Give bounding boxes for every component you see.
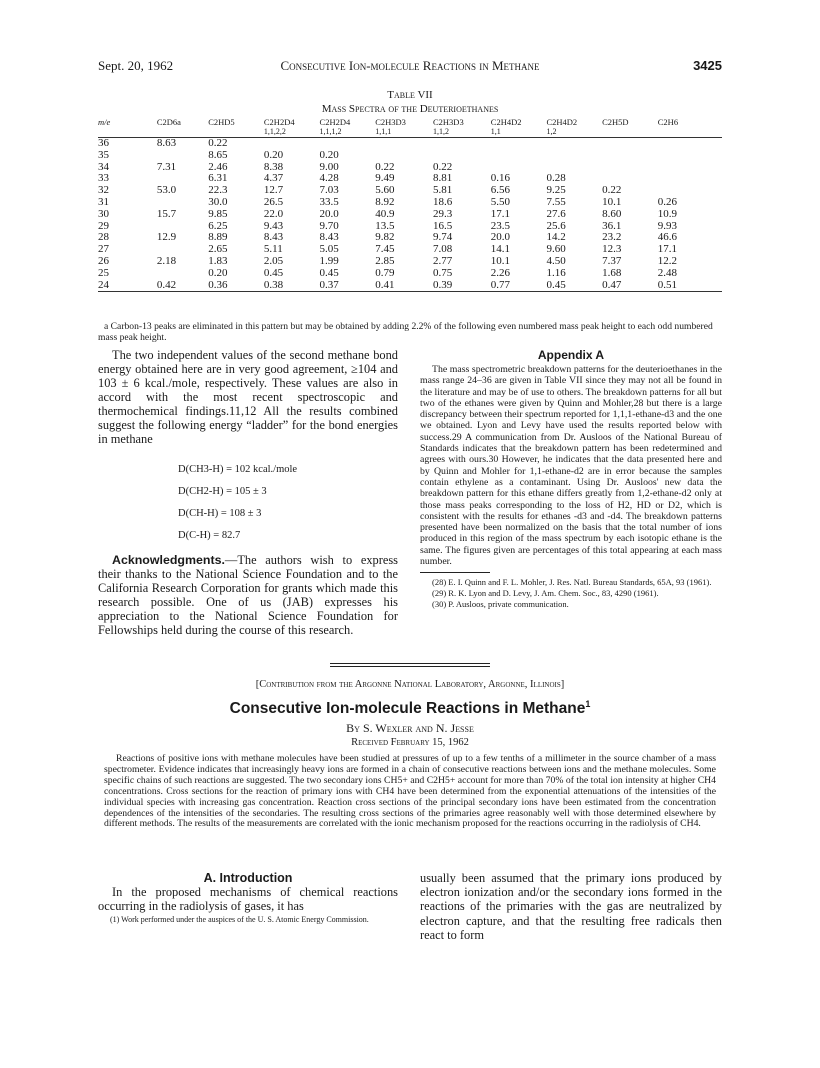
table-cell	[658, 138, 722, 150]
col-header: C2H6	[657, 117, 679, 127]
table-cell: 10.9	[657, 207, 678, 220]
table-cell: 10.1	[602, 195, 622, 208]
table-cell: 4.37	[263, 172, 284, 185]
table-cell: 17.1	[490, 207, 511, 220]
table-cell: 0.79	[375, 266, 395, 279]
page-number: 3425	[693, 58, 722, 73]
col-header: C2H2D4	[319, 117, 351, 127]
col-header: C2H4D2	[546, 117, 578, 127]
table-cell: 25	[98, 266, 109, 279]
table-cell: 0.51	[657, 278, 678, 291]
table-caption	[98, 88, 722, 116]
table-cell	[602, 162, 658, 174]
table-cell: 9.00	[319, 160, 339, 173]
col-subheader: 1,1,1,2	[319, 127, 342, 136]
table-label: Table VII	[387, 89, 433, 101]
table-cell: 5.50	[490, 195, 511, 208]
table-cell: 9.25	[546, 184, 566, 197]
col-subheader	[658, 127, 722, 138]
table-cell: 8.38	[263, 160, 284, 173]
col-header: C2H5D	[602, 117, 629, 127]
col-subheader: 1,1,2,2	[263, 127, 286, 136]
table-cell: 20.0	[490, 231, 511, 244]
table-cell: 1.68	[602, 266, 622, 279]
table-cell: 8.43	[319, 231, 339, 244]
ack-heading: Acknowledgments.	[112, 553, 225, 567]
table-row	[98, 256, 722, 268]
table-cell: 14.2	[546, 231, 566, 244]
table-cell: 8.60	[602, 207, 622, 220]
table-cell: 0.47	[602, 278, 622, 291]
table-cell: 7.03	[319, 184, 339, 197]
intro-heading: A. Introduction	[203, 871, 293, 885]
table-row	[98, 138, 722, 150]
table-cell: 2.48	[657, 266, 678, 279]
table-cell: 0.45	[546, 278, 566, 291]
col-subheader	[602, 127, 658, 138]
table-cell: 13.5	[375, 219, 395, 232]
table-cell: 9.70	[319, 219, 339, 232]
col-header: m/e	[98, 117, 111, 127]
table-cell: 2.77	[433, 254, 453, 267]
header-date: Sept. 20, 1962	[98, 58, 174, 73]
introduction-right: usually been assumed that the primary ions produced by electron ionization and/or the secondary ions formed in the reactions of the primaries with the gas are neutralized by electron capture, and that the resulting free radicals then react to form	[420, 871, 722, 942]
article-authors: By S. Wexler and N. Jesse	[346, 721, 474, 735]
col-header: C2H3D3	[433, 117, 464, 127]
table-subheader-row	[98, 127, 722, 138]
col-header: C2H3D3	[375, 117, 406, 127]
table-cell: 9.43	[263, 219, 284, 232]
table-cell: 12.3	[602, 243, 622, 256]
table-cell: 0.20	[319, 148, 339, 161]
table-cell	[157, 268, 208, 280]
table-cell: 29	[98, 219, 109, 232]
table-cell	[375, 150, 433, 162]
table-cell: 2.85	[375, 254, 395, 267]
reference-30: (30) P. Ausloos, private communication.	[432, 599, 569, 610]
table-cell: 33	[98, 172, 109, 185]
col-subheader	[98, 127, 157, 138]
footnote-1: (1) Work performed under the auspices of the U. S. Atomic Energy Commission.	[110, 915, 369, 924]
table-cell: 33.5	[319, 195, 339, 208]
table-cell: 30.0	[208, 195, 228, 208]
table-cell: 9.49	[375, 172, 395, 185]
table-row	[98, 173, 722, 185]
col-header: C2HD5	[208, 117, 235, 127]
table-cell: 0.75	[433, 266, 453, 279]
table-cell: 0.20	[208, 266, 228, 279]
table-cell: 0.45	[263, 266, 284, 279]
table-cell: 9.82	[375, 231, 395, 244]
table-cell: 53.0	[156, 184, 177, 197]
table-row	[98, 221, 722, 233]
table-cell: 5.05	[319, 243, 339, 256]
table-cell: 2.05	[263, 254, 284, 267]
table-row	[98, 150, 722, 162]
acknowledgments	[98, 553, 398, 637]
table-row	[98, 232, 722, 244]
table-cell: 5.81	[433, 184, 453, 197]
table-cell: 36	[98, 137, 109, 149]
table-cell: 8.63	[156, 137, 177, 149]
table-cell: 8.81	[433, 172, 453, 185]
table-cell: 17.1	[657, 243, 678, 256]
mass-spectra-table	[98, 117, 722, 292]
table-cell: 16.5	[433, 219, 453, 232]
table-cell: 7.31	[156, 160, 177, 173]
table-cell: 6.25	[208, 219, 228, 232]
table-cell: 31	[98, 195, 109, 208]
running-title: Consecutive Ion-molecule Reactions in Methane	[280, 58, 540, 73]
table-cell	[157, 150, 208, 162]
table-cell: 35	[98, 148, 109, 161]
table-cell: 4.28	[319, 172, 339, 185]
table-cell	[433, 150, 491, 162]
table-cell: 9.74	[433, 231, 453, 244]
table-cell: 7.37	[602, 254, 622, 267]
table-row	[98, 268, 722, 280]
table-cell: 0.20	[263, 148, 284, 161]
col-header: C2D6a	[156, 117, 181, 127]
table-cell: 9.85	[208, 207, 228, 220]
table-cell	[546, 138, 602, 150]
table-cell: 5.60	[375, 184, 395, 197]
table-cell: 0.37	[319, 278, 339, 291]
table-cell	[375, 138, 433, 150]
table-cell: 9.93	[657, 219, 678, 232]
table-cell	[602, 150, 658, 162]
table-cell	[658, 173, 722, 185]
col-subheader: 1,2	[546, 127, 557, 136]
table-cell: 0.22	[433, 160, 453, 173]
table-cell: 1.16	[546, 266, 566, 279]
received-date: Received February 15, 1962	[351, 737, 469, 748]
table-cell: 1.99	[319, 254, 339, 267]
table-cell: 12.2	[657, 254, 678, 267]
col-subheader: 1,1	[490, 127, 501, 136]
table-cell: 46.6	[657, 231, 678, 244]
table-title: Mass Spectra of the Deuterioethanes	[321, 103, 499, 115]
table-cell: 34	[98, 160, 109, 173]
table-cell: 29.3	[433, 207, 453, 220]
table-cell: 15.7	[156, 207, 177, 220]
table-cell: 8.89	[208, 231, 228, 244]
table-cell	[433, 138, 491, 150]
table-cell: 32	[98, 184, 109, 197]
equation-3: D(CH-H) = 108 ± 3	[178, 508, 262, 519]
table-footnote: a Carbon-13 peaks are eliminated in this pattern but may be obtained by adding 2.2% of the following even numbered mass peak height to each odd numbered mass peak height.	[98, 321, 713, 343]
col-subheader	[208, 127, 264, 138]
article-title: Consecutive Ion-molecule Reactions in Methane$^1$	[229, 699, 591, 718]
intro-text-left: In the proposed mechanisms of chemical reactions occurring in the radiolysis of gases, it has	[98, 885, 398, 913]
table-cell	[546, 150, 602, 162]
col-subheader: 1,1,2	[433, 127, 449, 136]
contribution-line: [Contribution from the Argonne National Laboratory, Argonne, Illinois]	[255, 679, 565, 690]
table-row	[98, 244, 722, 256]
table-cell: 36.1	[602, 219, 622, 232]
table-cell: 0.36	[208, 278, 228, 291]
table-cell: 0.22	[602, 184, 622, 197]
table-cell: 8.43	[263, 231, 284, 244]
reference-28: (28) E. I. Quinn and F. L. Mohler, J. Res. Natl. Bureau Standards, 65A, 93 (1961).	[432, 577, 712, 588]
table-cell: 2.65	[208, 243, 228, 256]
table-cell: 22.3	[208, 184, 228, 197]
table-cell: 0.41	[375, 278, 395, 291]
table-cell: 20.0	[319, 207, 339, 220]
table-cell: 23.2	[602, 231, 622, 244]
table-cell: 26	[98, 254, 109, 267]
table-row	[98, 162, 722, 174]
table-body	[98, 138, 722, 292]
abstract: Reactions of positive ions with methane molecules have been studied at pressures of up to a few tenths of a millimeter in the source chamber of a mass spectrometer. Evidence indicates that increasingly heavy ions are formed in a chain of consecutive reactions between ions and the methane molecules. Some specific chains of such reactions are suggested. The two secondary ions CH5+ and C2H5+ account for more than 70% of the total ion intensity at higher CH4 concentrations. Cross sections for the reaction of primary ions with CH4 have been determined from the exponential attenuations of the intensities of the individual species with increasing gas concentration. Reaction cross sections of the principal secondary ions have been estimated from the concentration dependences of the intensities of the secondaries. The resulting cross sections of the primaries agree reasonably well with those determined elsewhere by different methods. The results of the measurements are correlated with the ionic mechanism proposed for the reactions occurring in the radiolysis of CH4.	[104, 753, 716, 830]
bond-energy-ladder	[178, 463, 378, 551]
table-cell	[157, 197, 208, 209]
table-cell: 12.9	[156, 231, 177, 244]
table-cell: 24	[98, 278, 109, 291]
table-cell: 22.0	[263, 207, 284, 220]
table-cell	[264, 138, 320, 150]
table-cell: 7.08	[433, 243, 453, 256]
table-cell: 7.55	[546, 195, 566, 208]
table-cell: 6.31	[208, 172, 228, 185]
appendix-a	[420, 348, 722, 610]
table-cell: 2.46	[208, 160, 228, 173]
table-cell: 27	[98, 243, 109, 256]
table-cell: 1.83	[208, 254, 228, 267]
table-cell: 0.77	[490, 278, 511, 291]
table-cell: 8.65	[208, 148, 228, 161]
col-header: C2H4D2	[490, 117, 522, 127]
table-row	[98, 209, 722, 221]
table-cell: 0.16	[490, 172, 511, 185]
table-cell: 2.26	[490, 266, 511, 279]
table-cell: 12.7	[263, 184, 284, 197]
reference-29: (29) R. K. Lyon and D. Levy, J. Am. Chem. Soc., 83, 4290 (1961).	[432, 588, 659, 599]
table-cell: 23.5	[490, 219, 511, 232]
table-cell: 7.45	[375, 243, 395, 256]
table-cell: 4.50	[546, 254, 566, 267]
article-divider	[330, 663, 490, 664]
table-cell	[491, 150, 547, 162]
table-cell: 28	[98, 231, 109, 244]
col-subheader: 1,1,1	[375, 127, 392, 136]
table-cell	[602, 138, 658, 150]
bond-energy-paragraph: The two independent values of the second methane bond energy obtained here are in very good agreement, ≥104 and 103 ± 6 kcal./mole, respectively. These values are also in accord with the most recent spectroscopic and thermochemical findings.11,12 All the results combined suggest the following energy “ladder” for the bond energies in methane	[98, 348, 398, 446]
col-header: C2H2D4	[263, 117, 295, 127]
table-cell: 25.6	[546, 219, 566, 232]
table-cell: 0.39	[433, 278, 453, 291]
table-cell	[320, 138, 376, 150]
article-divider-2	[330, 666, 490, 667]
table-cell	[658, 150, 722, 162]
table-cell: 18.6	[433, 195, 453, 208]
table-cell	[491, 138, 547, 150]
table-cell: 0.38	[263, 278, 284, 291]
table-header-row	[98, 117, 722, 127]
ack-text: —The authors wish to express their thanks to the National Science Foundation and to the California Research Corporation for grants which made this research possible. One of us (JAB) expresses his appreciation to the National Science Foundation for Fellowships held during the course of this research.	[98, 553, 398, 637]
ref-divider	[420, 572, 490, 573]
left-column	[98, 348, 398, 446]
table-cell: 9.60	[546, 243, 566, 256]
table-cell: 40.9	[375, 207, 395, 220]
equation-1: D(CH3-H) = 102 kcal./mole	[178, 464, 298, 475]
equation-4: D(C-H) = 82.7	[178, 530, 241, 541]
table-cell: 10.1	[490, 254, 511, 267]
table-cell: 14.1	[490, 243, 511, 256]
appendix-text: The mass spectrometric breakdown patterns for the deuterioethanes in the mass range 24–36 are given in Table VII since they may not all be found in the literature and may be of use to others. The breakdown patterns for all but two of the ethanes were given by Quinn and Mohler,28 but there is a large discrepancy between their spectrum reported for 1,1,1-ethane-d3 and the one we obtained. Lyon and Levy have used the results reported below with success.29 A communication from Dr. Ausloos of the National Bureau of Standards indicates that the breakdown pattern has been redetermined and agrees with ours.30 However, he indicates that the data presented here and by Quinn and Mohler for 1,1-ethane-d2 are in error because the samples contain ethylene as a contaminant. Using Dr. Ausloos' new data the breakdown pattern for this ethane differs greatly from 1,2-ethane-d2 only at those mass peaks corresponding to the loss of H2, HD or D2, which is consistent with the results for ethanes -d3 and -d4. The breakdown patterns presented have been normalized on the basis that the total number of ions produced in this region of the mass spectrum by each isotopic ethane is the same. The figures given are percentages of this total appearing at each mass number.	[420, 364, 722, 568]
table-cell: 8.92	[375, 195, 395, 208]
table-cell: 0.22	[208, 137, 228, 149]
introduction-left	[98, 871, 398, 925]
table-row	[98, 185, 722, 197]
table-cell: 2.18	[156, 254, 177, 267]
table-cell: 0.42	[156, 278, 177, 291]
table-cell: 0.45	[319, 266, 339, 279]
appendix-heading: Appendix A	[537, 348, 605, 362]
table-cell: 0.28	[546, 172, 566, 185]
equation-2: D(CH2-H) = 105 ± 3	[178, 486, 267, 497]
table-cell: 27.6	[546, 207, 566, 220]
table-cell: 0.26	[657, 195, 678, 208]
table-cell: 5.11	[263, 243, 283, 256]
table-cell: 6.56	[490, 184, 511, 197]
table-row	[98, 197, 722, 209]
table-cell: 26.5	[263, 195, 284, 208]
table-cell	[658, 162, 722, 174]
table-row	[98, 280, 722, 292]
col-subheader	[157, 127, 208, 138]
table-cell: 0.22	[375, 160, 395, 173]
table-cell: 30	[98, 207, 109, 220]
